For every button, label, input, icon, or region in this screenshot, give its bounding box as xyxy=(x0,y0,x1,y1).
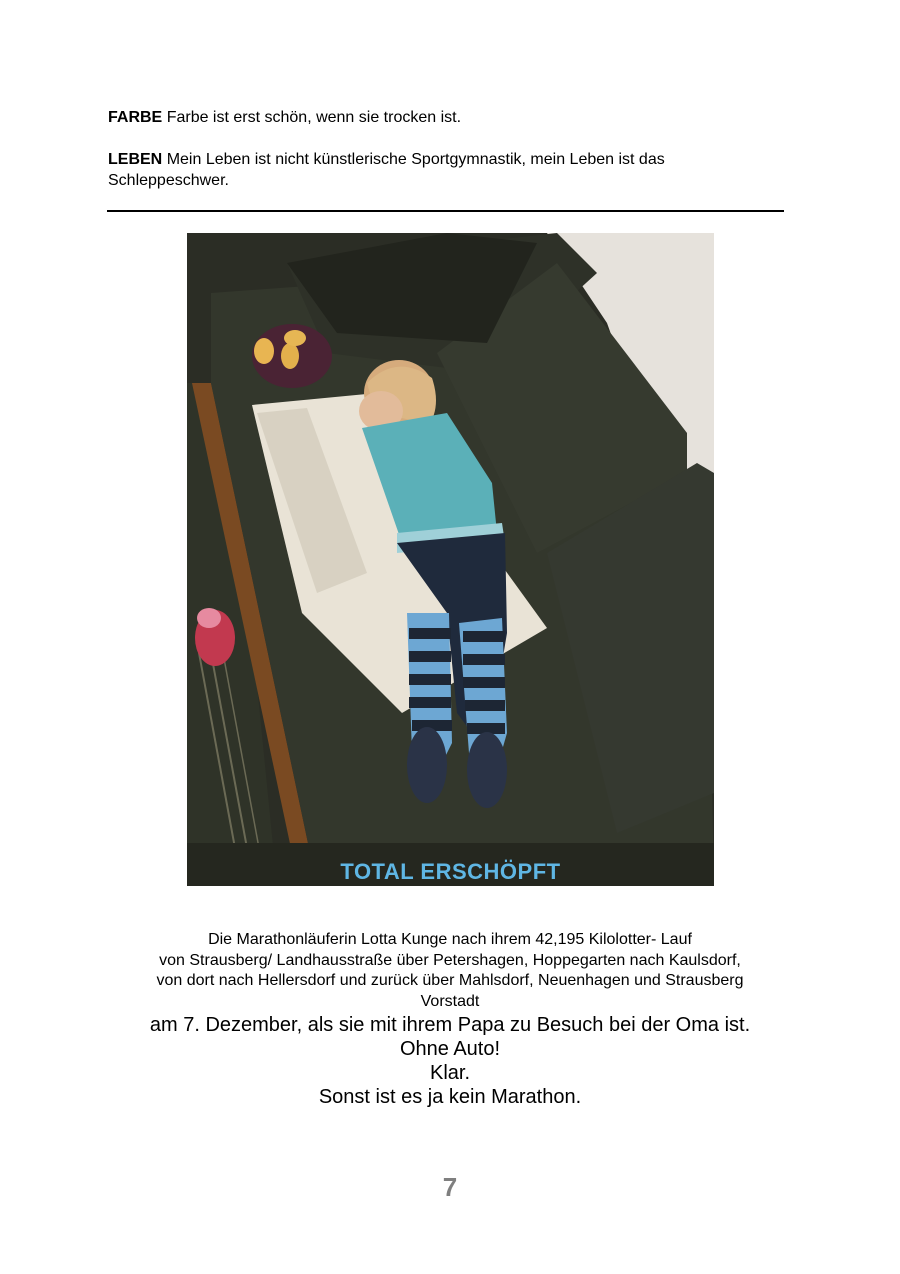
entry-farbe xyxy=(108,107,788,128)
caption-line: Klar. xyxy=(429,1062,471,1084)
caption-line: am 7. Dezember, als sie mit ihrem Papa zu Besuch bei der Oma ist. xyxy=(149,1014,751,1036)
caption-line: Vorstadt xyxy=(420,992,480,1010)
caption-line: Sonst ist es ja kein Marathon. xyxy=(318,1086,582,1108)
entry-leben xyxy=(108,149,788,191)
caption-line: von dort nach Hellersdorf und zurück über Mahlsdorf, Neuenhagen und Strausberg xyxy=(156,972,744,989)
caption-line: Die Marathonläuferin Lotta Kunge nach ihrem 42,195 Kilolotter- Lauf xyxy=(208,931,692,948)
horizontal-divider xyxy=(107,210,784,212)
photo-sleeping-child xyxy=(187,233,714,886)
photo-caption-small xyxy=(100,930,800,1012)
caption-line: Ohne Auto! xyxy=(399,1038,501,1060)
entry-term: FARBE xyxy=(108,109,163,126)
page-number: 7 xyxy=(442,1172,458,1202)
photo-illustration xyxy=(187,233,714,886)
entry-term: LEBEN xyxy=(108,151,163,168)
entry-text: Mein Leben ist nicht künstlerische Sportgymnastik, mein Leben ist das Schleppeschwer. xyxy=(108,151,665,189)
caption-line: von Strausberg/ Landhausstraße über Petershagen, Hoppegarten nach Kaulsdorf, xyxy=(159,951,741,969)
entry-text: Farbe ist erst schön, wenn sie trocken ist. xyxy=(166,109,462,126)
photo-caption-large xyxy=(100,1013,800,1109)
photo-overlay-title: TOTAL ERSCHÖPFT xyxy=(340,859,561,884)
